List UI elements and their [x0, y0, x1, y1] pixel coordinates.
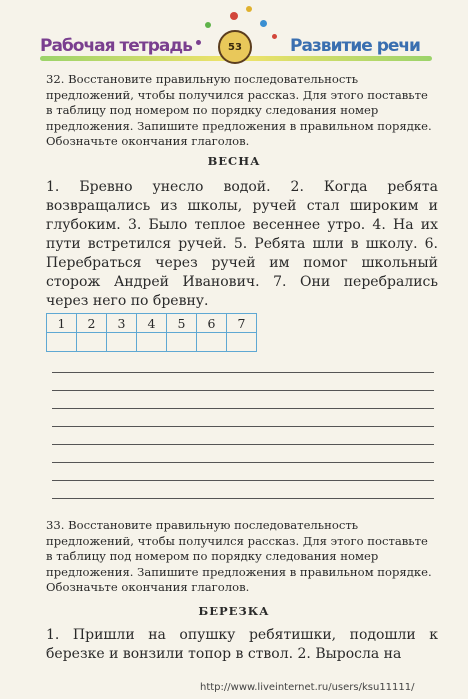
decor-dot-icon	[246, 6, 252, 12]
order-table-header-row	[47, 314, 257, 333]
order-table-header-cell: 2	[77, 314, 107, 333]
decor-dot-icon	[205, 22, 211, 28]
decor-dot-icon	[260, 20, 267, 27]
writing-line[interactable]	[52, 390, 434, 391]
decor-dot-icon	[272, 34, 277, 39]
writing-line[interactable]	[52, 444, 434, 445]
decor-dot-icon	[196, 40, 201, 45]
writing-line[interactable]	[52, 462, 434, 463]
order-table-answer-cell[interactable]	[167, 333, 197, 352]
header-left-title: Рабочая тетрадь	[40, 36, 192, 56]
task-32-title: ВЕСНА	[207, 154, 261, 168]
order-table-header-cell: 6	[197, 314, 227, 333]
order-table-answer-cell[interactable]	[77, 333, 107, 352]
order-table-answer-cell[interactable]	[197, 333, 227, 352]
source-url: http://www.liveinternet.ru/users/ksu11111/	[200, 682, 415, 693]
header-right-title: Развитие речи	[290, 36, 420, 56]
order-table	[46, 313, 257, 352]
order-table-answer-cell[interactable]	[137, 333, 167, 352]
order-table-answer-cell[interactable]	[47, 333, 77, 352]
order-table-answer-row	[47, 333, 257, 352]
writing-line[interactable]	[52, 408, 434, 409]
order-table-header-cell: 3	[107, 314, 137, 333]
writing-line[interactable]	[52, 498, 434, 499]
order-table-header-cell: 1	[47, 314, 77, 333]
task-32-story: 1. Бревно унесло водой. 2. Когда ребята возвращались из школы, ручей стал широким и глубоким. 3. Было теплое весеннее утро. 4. На их пути встретился ручей. 5. Ребята шли в школу. 6. Перебраться через ручей им помог школьный сторож Андрей Иванович. 7. Они перебрались через него по бревну.	[46, 179, 438, 309]
order-table-answer-cell[interactable]	[227, 333, 257, 352]
writing-line[interactable]	[52, 426, 434, 427]
order-table-header-cell: 4	[137, 314, 167, 333]
decor-dot-icon	[230, 12, 238, 20]
task-33-story: 1. Пришли на опушку ребятишки, подошли к березке и вонзили топор в ствол. 2. Выросла на	[46, 627, 438, 662]
task-32-instruction: 32. Восстановите правильную последовательность предложений, чтобы получился рассказ. Для этого поставьте в таблицу под номером по порядку следования номер предложения. Запишите предложения в правильном порядке. Обозначьте окончания глаголов.	[46, 72, 432, 148]
page-header	[0, 0, 468, 70]
task-33-instruction: 33. Восстановите правильную последовательность предложений, чтобы получился рассказ. Для этого поставьте в таблицу под номером по порядку следования номер предложения. Запишите предложения в правильном порядке. Обозначьте окончания глаголов.	[46, 518, 432, 594]
order-table-header-cell: 5	[167, 314, 197, 333]
order-table-header-cell: 7	[227, 314, 257, 333]
writing-line[interactable]	[52, 480, 434, 481]
page-number-badge: 53	[218, 30, 252, 64]
writing-line[interactable]	[52, 372, 434, 373]
order-table-answer-cell[interactable]	[107, 333, 137, 352]
task-33-title: БЕРЕЗКА	[198, 604, 270, 618]
